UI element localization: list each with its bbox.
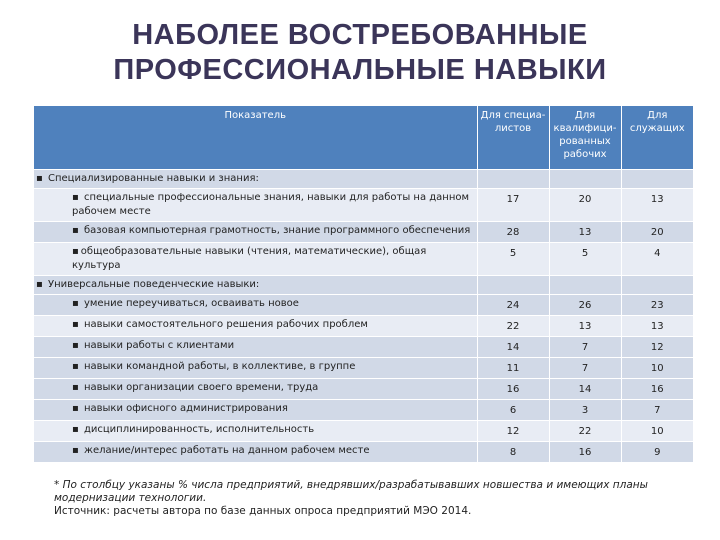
- value-specialists: 28: [477, 222, 549, 243]
- footnote: * По столбцу указаны % числа предприятий, внедрявших/разрабатывавших новшества и имеющих планы модернизации технологии.: [54, 479, 648, 504]
- table-row: [34, 243, 693, 276]
- value-workers: 16: [549, 442, 621, 463]
- table-header: [34, 106, 693, 170]
- value-specialists: 24: [477, 295, 549, 316]
- value-specialists: 12: [477, 421, 549, 442]
- value-specialists: 8: [477, 442, 549, 463]
- table-row: [34, 295, 693, 316]
- row-label: ▪ общеобразовательные навыки (чтения, математические), общая культура: [34, 243, 477, 276]
- value-workers: 5: [549, 243, 621, 276]
- header-specialists: Для специа-листов: [477, 106, 549, 170]
- skills-table: [34, 106, 693, 462]
- value-employees: 23: [621, 295, 693, 316]
- header-indicator: Показатель: [34, 106, 477, 170]
- value-workers: 13: [549, 222, 621, 243]
- value-workers: 7: [549, 358, 621, 379]
- table-row: [34, 442, 693, 463]
- value-employees: 10: [621, 358, 693, 379]
- row-label: ▪ базовая компьютерная грамотность, знание программного обеспечения: [34, 222, 477, 243]
- table-row: [34, 222, 693, 243]
- value-specialists: 5: [477, 243, 549, 276]
- row-label: ▪ специальные профессиональные знания, навыки для работы на данном рабочем месте: [34, 189, 477, 222]
- table-row: [34, 316, 693, 337]
- table-row: [34, 337, 693, 358]
- header-employees: Для служащих: [621, 106, 693, 170]
- value-specialists: 6: [477, 400, 549, 421]
- title-line-1: НАБОЛЕЕ ВОСТРЕБОВАННЫЕ: [132, 19, 588, 51]
- row-label: ▪ навыки командной работы, в коллективе, в группе: [34, 358, 477, 379]
- source-note: Источник: расчеты автора по базе данных опроса предприятий МЭО 2014.: [54, 505, 472, 517]
- value-employees: 10: [621, 421, 693, 442]
- table-row: [34, 189, 693, 222]
- row-label: ▪ навыки офисного администрирования: [34, 400, 477, 421]
- category-label: ▪ Специализированные навыки и знания:: [34, 170, 477, 189]
- category-row-specialized: [34, 170, 693, 189]
- value-workers: 26: [549, 295, 621, 316]
- value-specialists: 16: [477, 379, 549, 400]
- value-workers: 3: [549, 400, 621, 421]
- value-employees: 20: [621, 222, 693, 243]
- value-employees: 9: [621, 442, 693, 463]
- value-employees: 4: [621, 243, 693, 276]
- value-workers: 7: [549, 337, 621, 358]
- table-row: [34, 379, 693, 400]
- value-specialists: 17: [477, 189, 549, 222]
- row-label: ▪ желание/интерес работать на данном рабочем месте: [34, 442, 477, 463]
- table-row: [34, 358, 693, 379]
- value-employees: 13: [621, 316, 693, 337]
- value-employees: 7: [621, 400, 693, 421]
- value-workers: 13: [549, 316, 621, 337]
- row-label: ▪ дисциплинированность, исполнительность: [34, 421, 477, 442]
- title-line-2: ПРОФЕССИОНАЛЬНЫЕ НАВЫКИ: [113, 54, 607, 86]
- value-workers: 20: [549, 189, 621, 222]
- row-label: ▪ навыки организации своего времени, труда: [34, 379, 477, 400]
- category-label: ▪ Универсальные поведенческие навыки:: [34, 276, 477, 295]
- value-specialists: 11: [477, 358, 549, 379]
- table-row: [34, 421, 693, 442]
- row-label: ▪ умение переучиваться, осваивать новое: [34, 295, 477, 316]
- category-row-universal: [34, 276, 693, 295]
- value-workers: 22: [549, 421, 621, 442]
- row-label: ▪ навыки работы с клиентами: [34, 337, 477, 358]
- value-specialists: 14: [477, 337, 549, 358]
- value-specialists: 22: [477, 316, 549, 337]
- value-employees: 12: [621, 337, 693, 358]
- table-row: [34, 400, 693, 421]
- value-employees: 16: [621, 379, 693, 400]
- value-employees: 13: [621, 189, 693, 222]
- header-qualified-workers: Для квалифици-рованных рабочих: [549, 106, 621, 170]
- table-notes: [54, 479, 694, 518]
- row-label: ▪ навыки самостоятельного решения рабочих проблем: [34, 316, 477, 337]
- page-title: [0, 18, 720, 88]
- value-workers: 14: [549, 379, 621, 400]
